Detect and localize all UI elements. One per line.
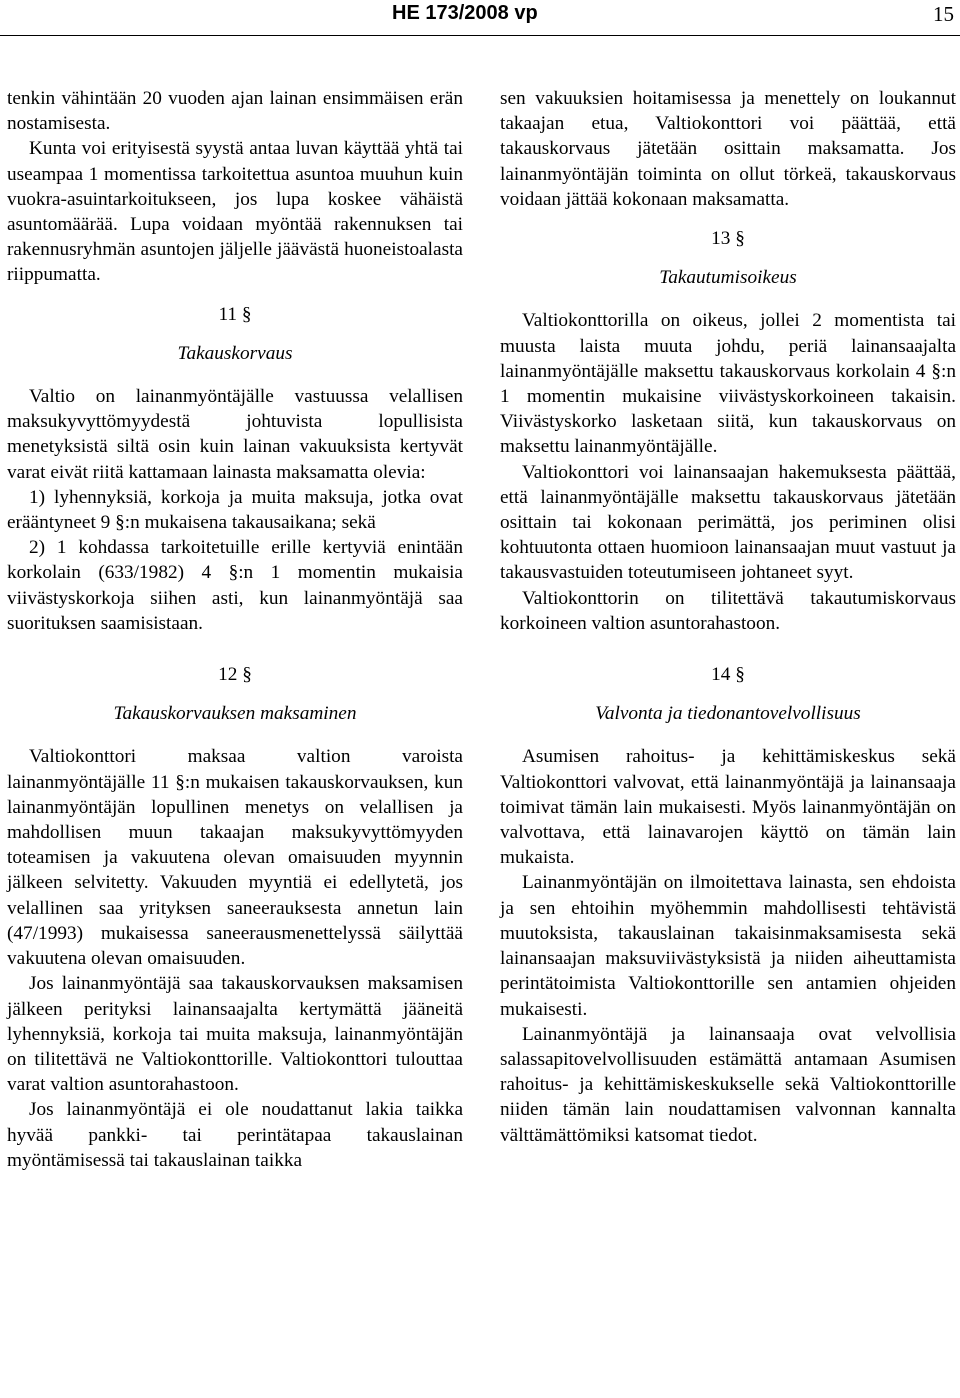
section-title: Takauskorvaus: [177, 342, 293, 364]
section-number: 14 §: [711, 664, 745, 686]
paragraph: Valtiokonttori voi lainansaajan hakemuksesta päättää, että lainanmyöntäjälle maksettu takauskorvaus jätetään osittain tai kokonaan perimättä, jos periminen olisi kohtuutonta ottaen huomioon lainansaajan muut vastuut ja takausvastuiden toteutumiseen johtaneet syyt.: [500, 461, 956, 584]
paragraph: Jos lainanmyöntäjä ei ole noudattanut lakia taikka hyvää pankki- tai perintätapaa takauslainan myöntämisessä tai takauslainan taikka: [7, 1099, 463, 1171]
paragraph: Valtiokonttori maksaa valtion varoista lainanmyöntäjälle 11 §:n mukaisen takauskorvauksen, kun lainanmyöntäjän lopullinen menetys on velallisen ja mahdollisen muun takaajan maksukyvyttömyyden toteamisen ja vakuutena olevan omaisuuden myynnin jälkeen selvitetty. Vakuuden myyntiä ei edellytetä, jos velallinen saa yrityksen saneerauksesta annetun lain (47/1993) mukaisessa saneerausmenettelyssä säilyttää vakuutena olevan omaisuuden.: [7, 746, 463, 970]
paragraph: tenkin vähintään 20 vuoden ajan lainan ensimmäisen erän nostamisesta.: [7, 88, 463, 135]
header-rule: [0, 35, 960, 36]
paragraph: Valtiokonttorin on tilitettävä takautumiskorvaus korkoineen valtion asuntorahastoon.: [500, 587, 956, 634]
paragraph: Lainanmyöntäjä ja lainansaaja ovat velvollisia salassapitovelvollisuuden estämättä antamaan Asumisen rahoitus- ja kehittämiskeskukselle sekä Valtiokonttorille niiden tämän lain noudattamisen valvonnan kannalta välttämättömiksi katsomat tiedot.: [500, 1023, 956, 1146]
page-header: [0, 0, 960, 30]
paragraph: Asumisen rahoitus- ja kehittämiskeskus sekä Valtiokonttori valvovat, että lainanmyöntäjä ja lainansaaja toimivat tämän lain mukaisesti. Myös lainanmyöntäjän on valvottava, että lainavarojen käyttö on tämän lain mukaista.: [500, 746, 956, 869]
paragraph: Valtio on lainanmyöntäjälle vastuussa velallisen maksukyvyttömyydestä johtuvista lopullisista menetyksistä siltä osin kuin lainan vakuuksista kertyvät varat eivät riitä kattamaan lainasta maksamatta olevia:: [7, 386, 463, 483]
document-id: HE 173/2008 vp: [392, 2, 538, 24]
section-number: 11 §: [218, 303, 252, 325]
section-number: 13 §: [711, 228, 745, 250]
paragraph: Valtiokonttorilla on oikeus, jollei 2 momentista tai muusta laista muuta johdu, periä lainansaajalta lainanmyöntäjälle maksettu takauskorvaus korkolain 4 §:n 1 momentin mukaisine viivästyskorkoineen takaisin. Viivästyskorko lasketaan siitä, kun takauskorvaus on maksettu lainanmyöntäjälle.: [500, 310, 956, 458]
paragraph: 1) lyhennyksiä, korkoja ja muita maksuja, jotka ovat erääntyneet 9 §:n mukaisena takausaikana; sekä: [7, 486, 463, 534]
section-title: Valvonta ja tiedonantovelvollisuus: [595, 703, 861, 725]
section-title: Takauskorvauksen maksaminen: [113, 703, 357, 725]
page-number: 15: [933, 2, 954, 26]
paragraph: Jos lainanmyöntäjä saa takauskorvauksen maksamisen jälkeen perityksi lainansaajalta kertymättä jääneitä lyhennyksiä, korkoja tai muita maksuja, lainanmyöntäjän on tilitettävä ne Valtiokonttorille. Valtiokonttori tulouttaa varat valtion asuntorahastoon.: [7, 973, 463, 1096]
paragraph: sen vakuuksien hoitamisessa ja menettely on loukannut takaajan etua, Valtiokonttori voi päättää, että takauskorvaus jätetään osittain maksamatta. Jos lainanmyöntäjän toiminta on ollut törkeä, takauskorvaus voidaan jättää kokonaan maksamatta.: [500, 88, 956, 210]
paragraph: Kunta voi erityisestä syystä antaa luvan käyttää yhtä tai useampaa 1 momentissa tarkoitettua asuntoa muuhun kuin vuokra-asuintarkoitukseen, jos lupa koskee vähäistä asuntomäärää. Lupa voidaan myöntää rakennuksen tai rakennusryhmän asuntojen jäljelle jäävästä huoneistoalasta riippumatta.: [7, 138, 463, 286]
left-column: [7, 86, 463, 1173]
paragraph: 2) 1 kohdassa tarkoitetuille erille kertyviä enintään korkolain (633/1982) 4 §:n 1 momentin mukaisia viivästyskorkoja siihen asti, kun lainanmyöntäjä saa suorituksen saamisistaan.: [7, 537, 463, 634]
section-number: 12 §: [218, 664, 252, 686]
right-column: [500, 86, 956, 1148]
paragraph: Lainanmyöntäjän on ilmoitettava lainasta, sen ehdoista ja sen ehtoihin myöhemmin mahdollisesti tehtävistä muutoksista, takauslainan takaisinmaksamisesta sekä lainansaajan maksuviivästyksistä ja niiden aiheuttamista perintätoimista Valtiokonttorille sen antamien ohjeiden mukaisesti.: [500, 872, 956, 1020]
section-title: Takautumisoikeus: [659, 267, 797, 289]
